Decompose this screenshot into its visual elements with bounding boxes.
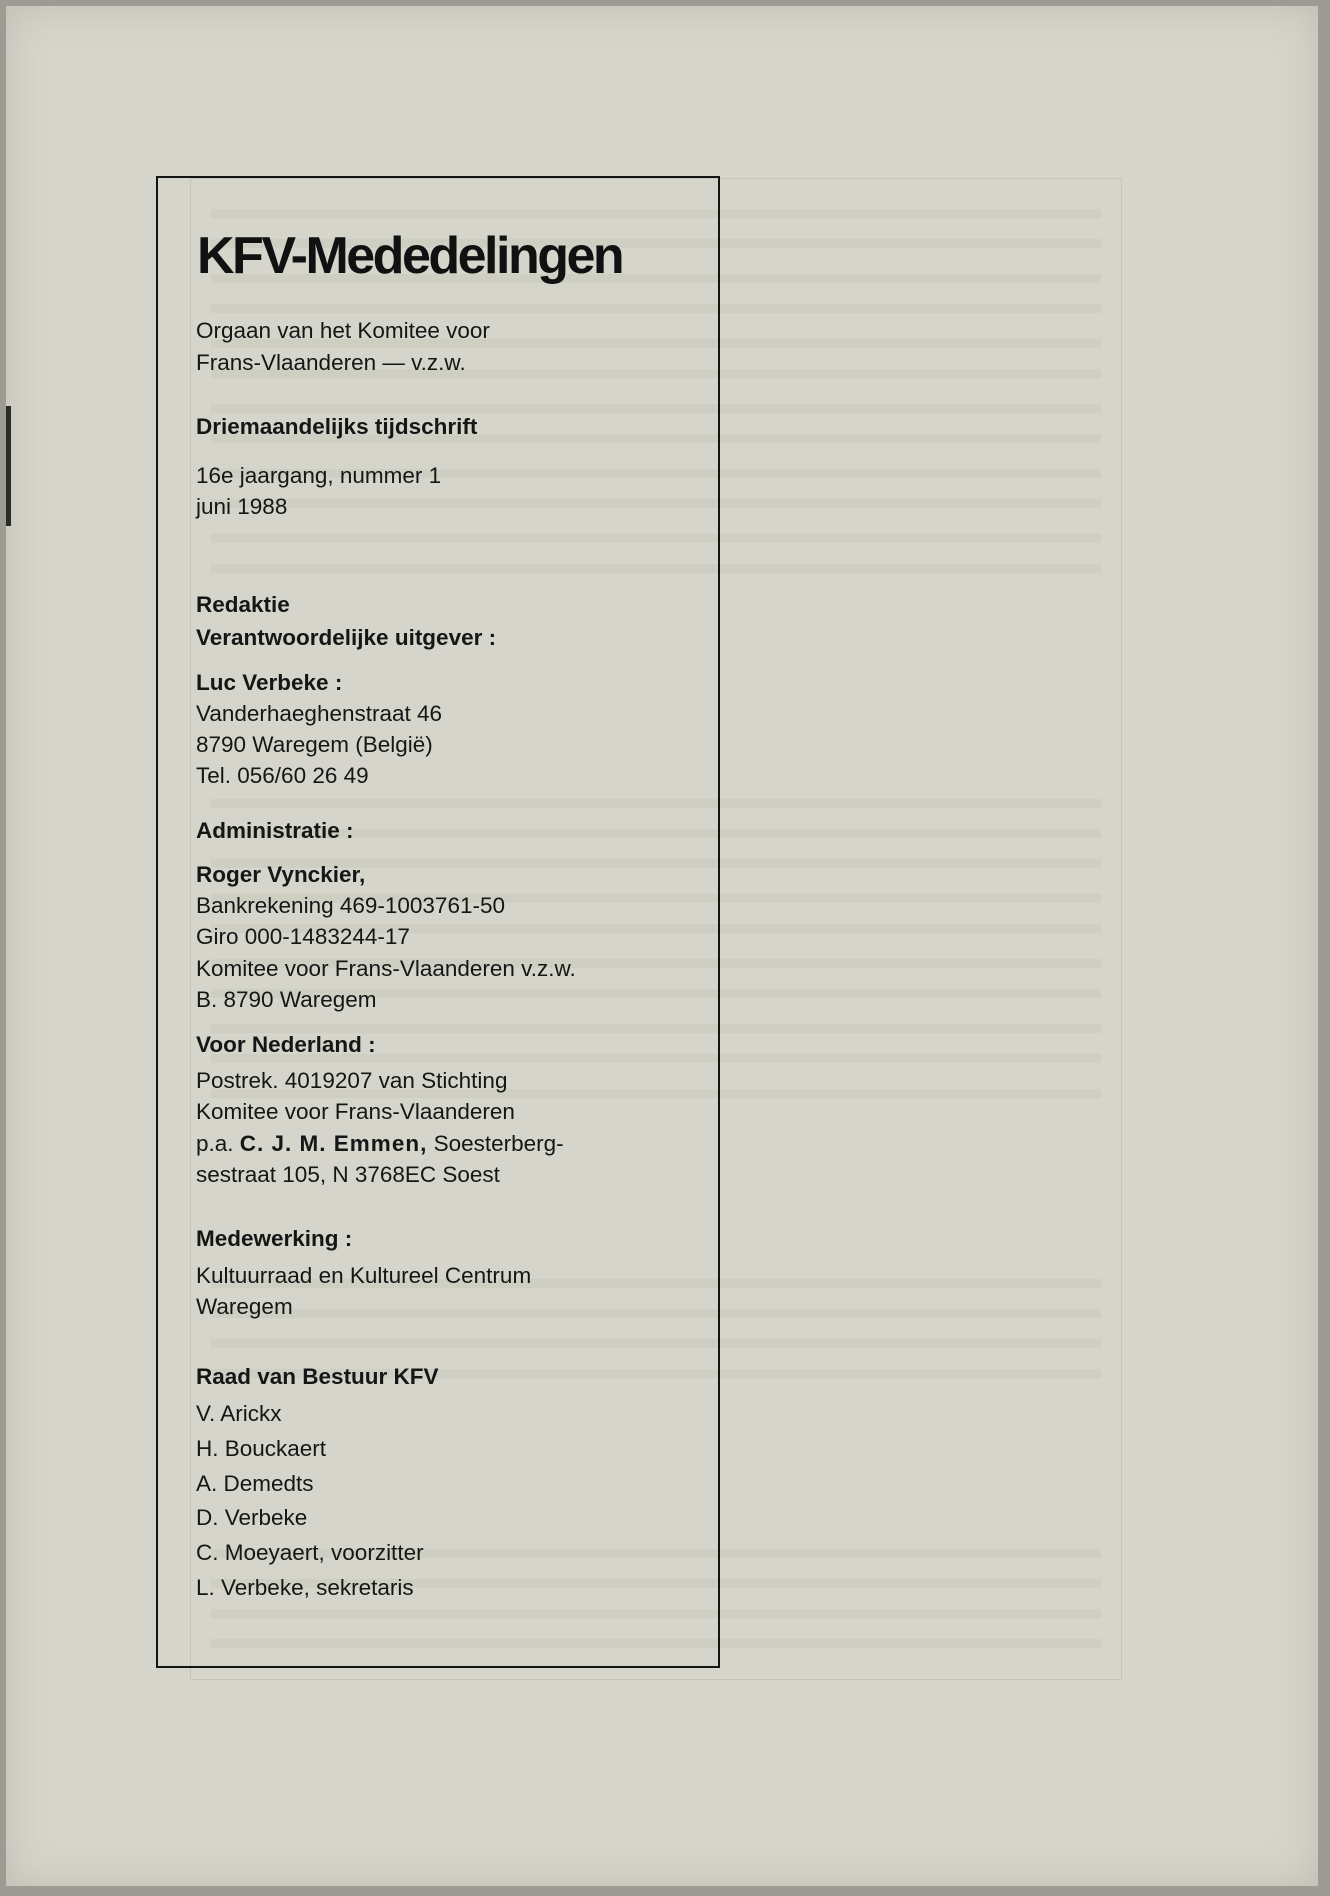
roger-line: Bankrekening 469-1003761-50 xyxy=(196,893,505,918)
nederland-line xyxy=(196,1131,564,1157)
redaktie-heading: Redaktie xyxy=(196,592,290,617)
luc-phone: Tel. 056/60 26 49 xyxy=(196,763,369,788)
uitgever-heading: Verantwoordelijke uitgever : xyxy=(196,625,497,650)
medewerking-line: Waregem xyxy=(196,1294,293,1319)
roger-line: Komitee voor Frans-Vlaanderen v.z.w. xyxy=(196,956,576,981)
emmen-name: C. J. M. Emmen, xyxy=(239,1131,428,1156)
raad-heading: Raad van Bestuur KFV xyxy=(196,1364,439,1389)
nederland-line: sestraat 105, N 3768EC Soest xyxy=(196,1162,500,1187)
nederland-line: Komitee voor Frans-Vlaanderen xyxy=(196,1099,515,1124)
raad-member: L. Verbeke, sekretaris xyxy=(196,1575,414,1600)
nederland-street: Soesterberg- xyxy=(427,1131,564,1156)
luc-address-line: Vanderhaeghenstraat 46 xyxy=(196,701,443,726)
orgaan-line-2: Frans-Vlaanderen — v.z.w. xyxy=(196,350,466,375)
orgaan-line-1: Orgaan van het Komitee voor xyxy=(196,318,490,343)
nederland-heading: Voor Nederland : xyxy=(196,1032,376,1057)
raad-member: A. Demedts xyxy=(196,1471,314,1496)
medewerking-line: Kultuurraad en Kultureel Centrum xyxy=(196,1263,532,1288)
roger-line: B. 8790 Waregem xyxy=(196,987,377,1012)
raad-member: V. Arickx xyxy=(196,1401,282,1426)
luc-address-line: 8790 Waregem (België) xyxy=(196,732,433,757)
nederland-line: Postrek. 4019207 van Stichting xyxy=(196,1068,508,1093)
binding-edge xyxy=(6,406,11,526)
roger-line: Giro 000-1483244-17 xyxy=(196,924,410,949)
publication-type: Driemaandelijks tijdschrift xyxy=(196,414,478,439)
raad-member: C. Moeyaert, voorzitter xyxy=(196,1540,424,1565)
page-title: KFV-Mededelingen xyxy=(197,227,623,285)
luc-name: Luc Verbeke : xyxy=(196,670,343,695)
roger-name: Roger Vynckier, xyxy=(196,862,366,887)
raad-member: H. Bouckaert xyxy=(196,1436,327,1461)
date-line: juni 1988 xyxy=(196,494,288,519)
nederland-pa: p.a. xyxy=(196,1131,240,1156)
jaargang-line: 16e jaargang, nummer 1 xyxy=(196,463,442,488)
raad-member: D. Verbeke xyxy=(196,1505,308,1530)
medewerking-heading: Medewerking : xyxy=(196,1226,353,1251)
administratie-heading: Administratie : xyxy=(196,818,354,843)
